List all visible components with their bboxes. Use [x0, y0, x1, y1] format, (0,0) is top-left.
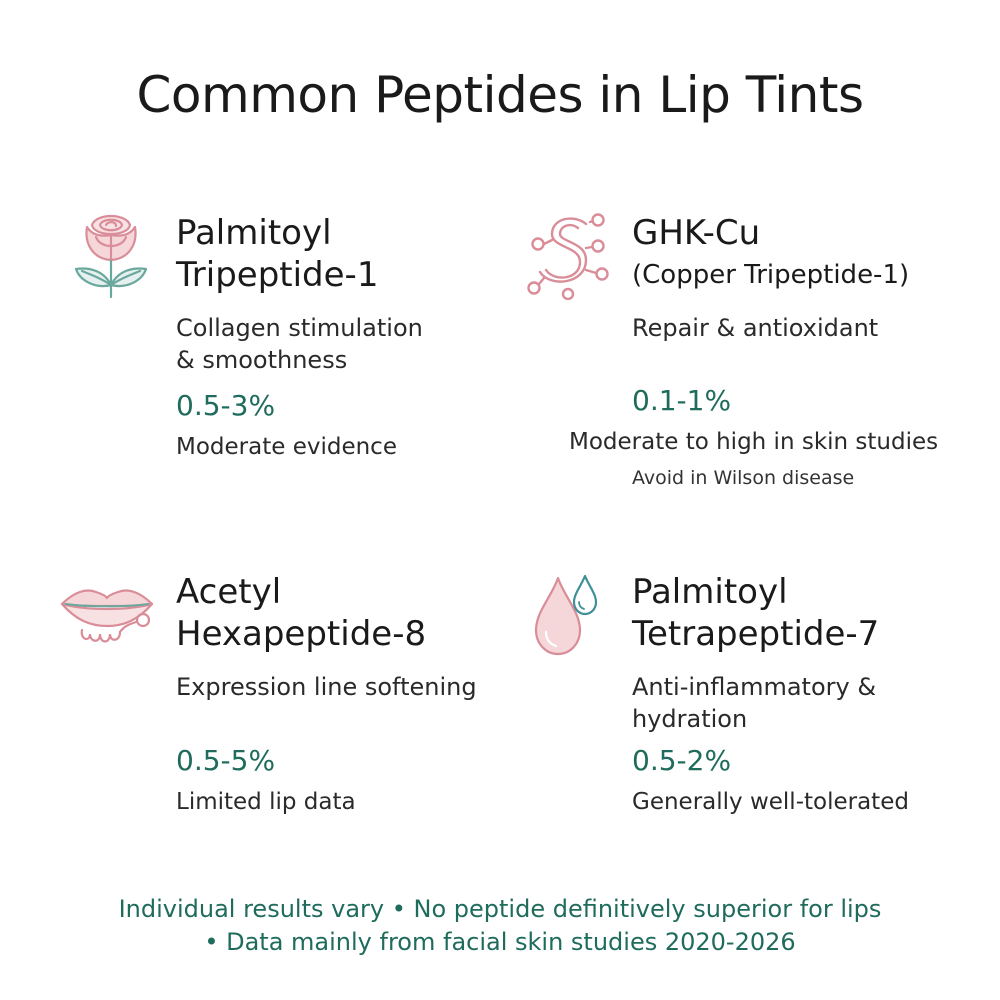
- peptide-name: Palmitoyl: [176, 213, 332, 253]
- peptide-name: Tetrapeptide-7: [632, 614, 880, 654]
- peptide-name: Palmitoyl: [632, 572, 788, 612]
- peptide-benefit: hydration: [632, 705, 748, 733]
- rose-icon: [70, 205, 152, 301]
- peptide-evidence: Moderate to high in skin studies: [569, 429, 939, 455]
- peptide-benefit: Anti-inflammatory &: [632, 673, 877, 701]
- peptide-benefit: & smoothness: [176, 346, 348, 374]
- lips-icon: [58, 582, 156, 654]
- peptide-name: Acetyl: [176, 572, 282, 612]
- peptide-benefit: Expression line softening: [176, 673, 477, 701]
- peptide-name: GHK-Cu: [632, 213, 761, 253]
- page-title: Common Peptides in Lip Tints: [136, 66, 864, 124]
- peptide-evidence: Generally well-tolerated: [632, 789, 909, 815]
- peptide-benefit: Collagen stimulation: [176, 314, 423, 342]
- peptide-concentration: 0.5-5%: [176, 744, 276, 777]
- peptide-concentration: 0.5-3%: [176, 389, 276, 422]
- peptide-evidence: Limited lip data: [176, 789, 356, 815]
- peptide-name: Tripeptide-1: [176, 255, 379, 295]
- peptide-name-subtitle: (Copper Tripeptide-1): [632, 260, 910, 290]
- peptide-name: Hexapeptide-8: [176, 614, 427, 654]
- peptide-benefit: Repair & antioxidant: [632, 314, 879, 342]
- footer-disclaimer-line-1: Individual results vary • No peptide definitively superior for lips: [118, 895, 882, 923]
- peptide-warning-note: Avoid in Wilson disease: [632, 467, 855, 489]
- peptide-evidence: Moderate evidence: [176, 434, 397, 460]
- peptide-concentration: 0.1-1%: [632, 384, 732, 417]
- molecule-icon: [524, 208, 610, 300]
- peptide-concentration: 0.5-2%: [632, 744, 732, 777]
- footer-disclaimer-line-2: • Data mainly from facial skin studies 2020-2026: [204, 928, 796, 956]
- droplets-icon: [530, 570, 604, 658]
